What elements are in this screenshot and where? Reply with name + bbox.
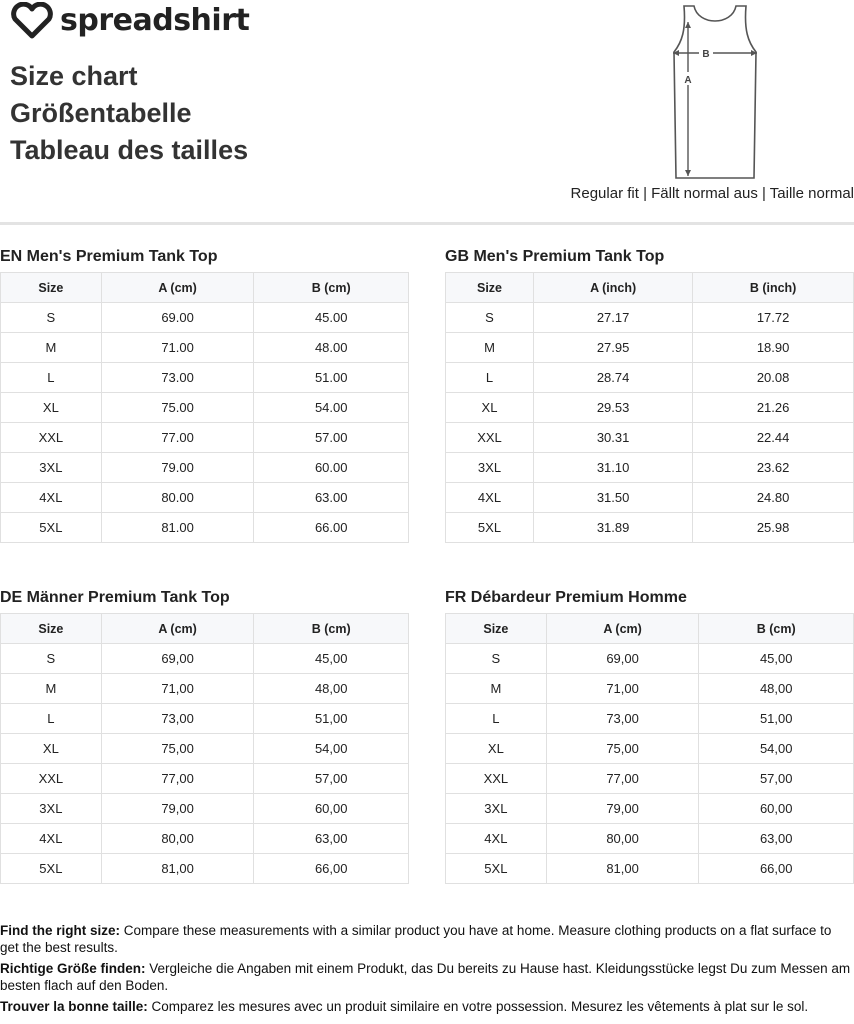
table-cell: 54,00	[699, 734, 854, 764]
table-row	[1, 854, 409, 884]
table-cell: S	[1, 303, 102, 333]
table-row	[446, 483, 854, 513]
column-header: B (cm)	[699, 614, 854, 644]
table-cell: 30.31	[534, 423, 693, 453]
table-cell: 63,00	[699, 824, 854, 854]
table-cell: 3XL	[1, 794, 102, 824]
table-cell: L	[446, 363, 534, 393]
table-row	[1, 824, 409, 854]
table-row	[1, 764, 409, 794]
table-cell: 29.53	[534, 393, 693, 423]
table-cell: XL	[1, 393, 102, 423]
table-cell: 73,00	[101, 704, 254, 734]
label-b: B	[702, 49, 710, 60]
table-cell: 79.00	[101, 453, 254, 483]
table-cell: 28.74	[534, 363, 693, 393]
table-row	[446, 333, 854, 363]
table-row	[446, 704, 854, 734]
size-section-de	[0, 583, 409, 884]
table-cell: 73,00	[546, 704, 699, 734]
table-row	[1, 483, 409, 513]
fit-description: Regular fit | Fällt normal aus | Taille normal	[570, 185, 854, 202]
table-cell: 24.80	[693, 483, 854, 513]
tank-top-diagram	[660, 0, 770, 187]
note-fr-label: Trouver la bonne taille:	[0, 999, 148, 1014]
table-cell: 25.98	[693, 513, 854, 543]
table-cell: S	[446, 644, 547, 674]
table-cell: 75.00	[101, 393, 254, 423]
table-cell: 81,00	[546, 854, 699, 884]
table-cell: 4XL	[1, 824, 102, 854]
table-cell: 4XL	[446, 824, 547, 854]
table-cell: 66,00	[254, 854, 409, 884]
table-cell: 4XL	[446, 483, 534, 513]
note-fr	[0, 998, 852, 1015]
table-row	[1, 644, 409, 674]
note-de-label: Richtige Größe finden:	[0, 961, 146, 976]
table-row	[1, 363, 409, 393]
table-cell: XL	[1, 734, 102, 764]
table-cell: M	[1, 333, 102, 363]
table-cell: 22.44	[693, 423, 854, 453]
note-en	[0, 922, 852, 956]
title-fr: Tableau des tailles	[10, 135, 249, 165]
table-row	[446, 393, 854, 423]
table-row	[446, 453, 854, 483]
table-cell: 57.00	[254, 423, 409, 453]
table-cell: 3XL	[1, 453, 102, 483]
note-de-text: Vergleiche die Angaben mit einem Produkt, das Du bereits zu Hause hast. Kleidungsstücke legst Du zum Messen am besten flach auf den Boden.	[0, 961, 851, 993]
column-header: A (cm)	[546, 614, 699, 644]
section-title-de: DE Männer Premium Tank Top	[0, 589, 230, 606]
table-row	[446, 794, 854, 824]
table-cell: 48,00	[254, 674, 409, 704]
table-cell: 63.00	[254, 483, 409, 513]
table-cell: S	[1, 644, 102, 674]
table-cell: 31.89	[534, 513, 693, 543]
table-cell: 75,00	[546, 734, 699, 764]
table-row	[446, 674, 854, 704]
table-cell: 5XL	[446, 854, 547, 884]
table-cell: 48,00	[699, 674, 854, 704]
table-cell: 71,00	[546, 674, 699, 704]
label-a: A	[684, 75, 692, 86]
table-header-row	[1, 614, 409, 644]
table-row	[1, 423, 409, 453]
title-en: Size chart	[10, 61, 138, 91]
table-cell: M	[446, 674, 547, 704]
page-titles	[10, 58, 248, 169]
table-cell: 54.00	[254, 393, 409, 423]
section-title-en: EN Men's Premium Tank Top	[0, 248, 218, 265]
table-cell: 48.00	[254, 333, 409, 363]
header-divider	[0, 222, 854, 225]
table-cell: 63,00	[254, 824, 409, 854]
table-cell: 17.72	[693, 303, 854, 333]
table-row	[446, 644, 854, 674]
table-cell: 69.00	[101, 303, 254, 333]
table-row	[446, 303, 854, 333]
table-header-row	[446, 614, 854, 644]
table-row	[446, 854, 854, 884]
table-row	[1, 393, 409, 423]
size-table-gb	[445, 272, 854, 543]
table-cell: 77,00	[101, 764, 254, 794]
table-header-row	[1, 273, 409, 303]
table-cell: 77.00	[101, 423, 254, 453]
table-row	[446, 423, 854, 453]
table-row	[446, 824, 854, 854]
column-header: Size	[446, 273, 534, 303]
table-cell: XL	[446, 734, 547, 764]
column-header: A (cm)	[101, 273, 254, 303]
column-header: A (cm)	[101, 614, 254, 644]
table-row	[1, 674, 409, 704]
brand-name: spreadshirt	[60, 3, 250, 38]
table-cell: XXL	[446, 764, 547, 794]
table-cell: L	[1, 363, 102, 393]
size-section-gb	[445, 242, 854, 543]
table-cell: 80.00	[101, 483, 254, 513]
sizing-notes	[0, 922, 852, 1019]
table-cell: 54,00	[254, 734, 409, 764]
table-cell: L	[1, 704, 102, 734]
table-cell: 5XL	[1, 854, 102, 884]
table-row	[446, 734, 854, 764]
table-row	[1, 333, 409, 363]
table-cell: 51.00	[254, 363, 409, 393]
table-cell: 79,00	[546, 794, 699, 824]
table-cell: 79,00	[101, 794, 254, 824]
table-cell: S	[446, 303, 534, 333]
table-cell: 60.00	[254, 453, 409, 483]
table-cell: 20.08	[693, 363, 854, 393]
table-row	[446, 764, 854, 794]
table-cell: 45.00	[254, 303, 409, 333]
table-cell: L	[446, 704, 547, 734]
table-cell: 77,00	[546, 764, 699, 794]
section-title-gb: GB Men's Premium Tank Top	[445, 248, 665, 265]
column-header: A (inch)	[534, 273, 693, 303]
table-cell: XXL	[446, 423, 534, 453]
table-row	[1, 513, 409, 543]
table-cell: 23.62	[693, 453, 854, 483]
table-cell: 57,00	[699, 764, 854, 794]
table-row	[446, 513, 854, 543]
column-header: B (cm)	[254, 614, 409, 644]
size-table-de	[0, 613, 409, 884]
table-cell: XL	[446, 393, 534, 423]
table-cell: 57,00	[254, 764, 409, 794]
table-row	[1, 734, 409, 764]
table-row	[1, 704, 409, 734]
table-cell: 31.50	[534, 483, 693, 513]
note-de	[0, 960, 852, 994]
table-row	[1, 794, 409, 824]
table-cell: 75,00	[101, 734, 254, 764]
table-cell: 27.17	[534, 303, 693, 333]
table-cell: 80,00	[546, 824, 699, 854]
table-cell: 60,00	[254, 794, 409, 824]
column-header: Size	[1, 614, 102, 644]
table-cell: 27.95	[534, 333, 693, 363]
table-cell: 31.10	[534, 453, 693, 483]
table-cell: XXL	[1, 423, 102, 453]
title-de: Größentabelle	[10, 98, 192, 128]
column-header: Size	[446, 614, 547, 644]
table-cell: 45,00	[254, 644, 409, 674]
table-cell: M	[1, 674, 102, 704]
table-cell: 3XL	[446, 453, 534, 483]
table-cell: 66.00	[254, 513, 409, 543]
table-row	[1, 453, 409, 483]
table-cell: 4XL	[1, 483, 102, 513]
table-row	[446, 363, 854, 393]
note-en-label: Find the right size:	[0, 923, 120, 938]
table-cell: 73.00	[101, 363, 254, 393]
column-header: Size	[1, 273, 102, 303]
table-cell: 51,00	[254, 704, 409, 734]
note-fr-text: Comparez les mesures avec un produit similaire en votre possession. Mesurez les vêtements à plat sur le sol.	[147, 999, 809, 1014]
table-cell: 69,00	[546, 644, 699, 674]
tank-top-outline	[674, 6, 756, 178]
table-cell: 5XL	[446, 513, 534, 543]
table-cell: 80,00	[101, 824, 254, 854]
table-cell: 51,00	[699, 704, 854, 734]
brand-logo	[10, 2, 249, 40]
table-row	[1, 303, 409, 333]
table-cell: XXL	[1, 764, 102, 794]
table-cell: 18.90	[693, 333, 854, 363]
table-cell: 60,00	[699, 794, 854, 824]
column-header: B (cm)	[254, 273, 409, 303]
table-cell: 21.26	[693, 393, 854, 423]
table-cell: 71,00	[101, 674, 254, 704]
table-cell: 3XL	[446, 794, 547, 824]
table-cell: 69,00	[101, 644, 254, 674]
note-en-text: Compare these measurements with a similar product you have at home. Measure clothing products on a flat surface to get the best results.	[0, 923, 832, 955]
table-cell: 66,00	[699, 854, 854, 884]
size-section-fr	[445, 583, 854, 884]
table-cell: 71.00	[101, 333, 254, 363]
table-cell: 5XL	[1, 513, 102, 543]
column-header: B (inch)	[693, 273, 854, 303]
table-header-row	[446, 273, 854, 303]
table-cell: M	[446, 333, 534, 363]
table-cell: 81.00	[101, 513, 254, 543]
size-table-fr	[445, 613, 854, 884]
size-section-en	[0, 242, 409, 543]
table-cell: 81,00	[101, 854, 254, 884]
size-table-en	[0, 272, 409, 543]
table-cell: 45,00	[699, 644, 854, 674]
section-title-fr: FR Débardeur Premium Homme	[445, 589, 687, 606]
spreadshirt-heart-icon	[10, 2, 54, 40]
